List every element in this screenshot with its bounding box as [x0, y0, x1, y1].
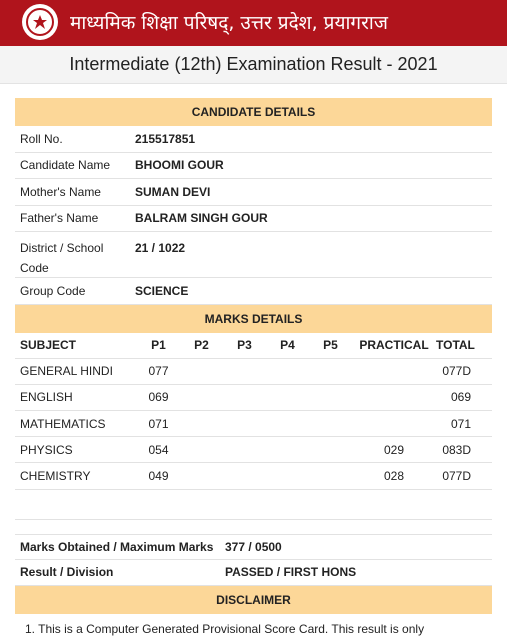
p1-cell: 077	[148, 364, 169, 379]
column-header: PRACTICAL	[359, 338, 429, 353]
p1-cell: 069	[148, 390, 169, 405]
row-label: Mother's Name	[20, 184, 101, 199]
marks-summary-row	[15, 534, 492, 560]
column-header: P4	[280, 338, 295, 353]
marks-summary-label: Marks Obtained / Maximum Marks	[20, 539, 214, 554]
table-row	[15, 411, 492, 437]
column-header: TOTAL	[436, 338, 475, 353]
row-label: District / School Code	[20, 241, 104, 275]
total-cell: 083D	[442, 442, 471, 457]
result-label: Result / Division	[20, 565, 114, 580]
row-label: Group Code	[20, 283, 86, 298]
candidate-row	[15, 232, 492, 278]
row-value: 21 / 1022	[135, 241, 186, 255]
disclaimer-heading: DISCLAIMER	[15, 586, 492, 614]
table-row	[15, 437, 492, 463]
row-value: SUMAN DEVI	[135, 184, 211, 199]
row-label: Candidate Name	[20, 158, 111, 173]
subject-cell: CHEMISTRY	[20, 469, 91, 484]
row-value: SCIENCE	[135, 283, 189, 298]
result-row	[15, 560, 492, 586]
candidate-row	[15, 278, 492, 305]
subject-cell: GENERAL HINDI	[20, 364, 113, 379]
practical-cell: 029	[383, 442, 405, 457]
table-row-empty	[15, 490, 492, 520]
marks-summary-value: 377 / 0500	[225, 539, 282, 554]
board-emblem-logo	[22, 4, 58, 40]
subject-cell: ENGLISH	[20, 390, 73, 405]
practical-cell: 028	[383, 469, 405, 484]
table-row	[15, 385, 492, 411]
table-row	[15, 359, 492, 385]
marks-details-heading: MARKS DETAILS	[15, 305, 492, 333]
row-value: BHOOMI GOUR	[135, 158, 224, 173]
column-header: SUBJECT	[20, 338, 77, 353]
row-label: Roll No.	[20, 131, 63, 146]
total-cell: 077D	[442, 364, 471, 379]
p1-cell: 071	[148, 416, 169, 431]
marks-header-row	[15, 333, 492, 359]
exam-title: Intermediate (12th) Examination Result - 2021	[0, 46, 507, 84]
table-row	[15, 463, 492, 489]
row-value: BALRAM SINGH GOUR	[135, 211, 268, 226]
board-name-title: माध्यमिक शिक्षा परिषद्, उत्तर प्रदेश, प्रयागराज	[70, 12, 388, 34]
row-value: 215517851	[135, 131, 196, 146]
candidate-details-heading: CANDIDATE DETAILS	[15, 98, 492, 126]
column-header: P1	[151, 338, 166, 353]
site-header	[0, 0, 507, 46]
total-cell: 077D	[442, 469, 471, 484]
disclaimer-text: 1. This is a Computer Generated Provisional Score Card. This result is only	[25, 621, 425, 636]
candidate-row	[15, 126, 492, 153]
p1-cell: 049	[148, 469, 169, 484]
subject-cell: MATHEMATICS	[20, 416, 106, 431]
column-header: P5	[323, 338, 338, 353]
candidate-row	[15, 179, 492, 206]
subject-cell: PHYSICS	[20, 442, 73, 457]
spacer	[15, 520, 492, 534]
emblem-inner-icon	[26, 8, 54, 36]
p1-cell: 054	[148, 442, 169, 457]
total-cell: 071	[450, 416, 471, 431]
candidate-row	[15, 153, 492, 180]
row-label: Father's Name	[20, 211, 99, 226]
column-header: P2	[194, 338, 209, 353]
result-card	[15, 98, 492, 638]
result-value: PASSED / FIRST HONS	[225, 565, 357, 580]
candidate-row	[15, 206, 492, 233]
total-cell: 069	[450, 390, 471, 405]
column-header: P3	[237, 338, 252, 353]
